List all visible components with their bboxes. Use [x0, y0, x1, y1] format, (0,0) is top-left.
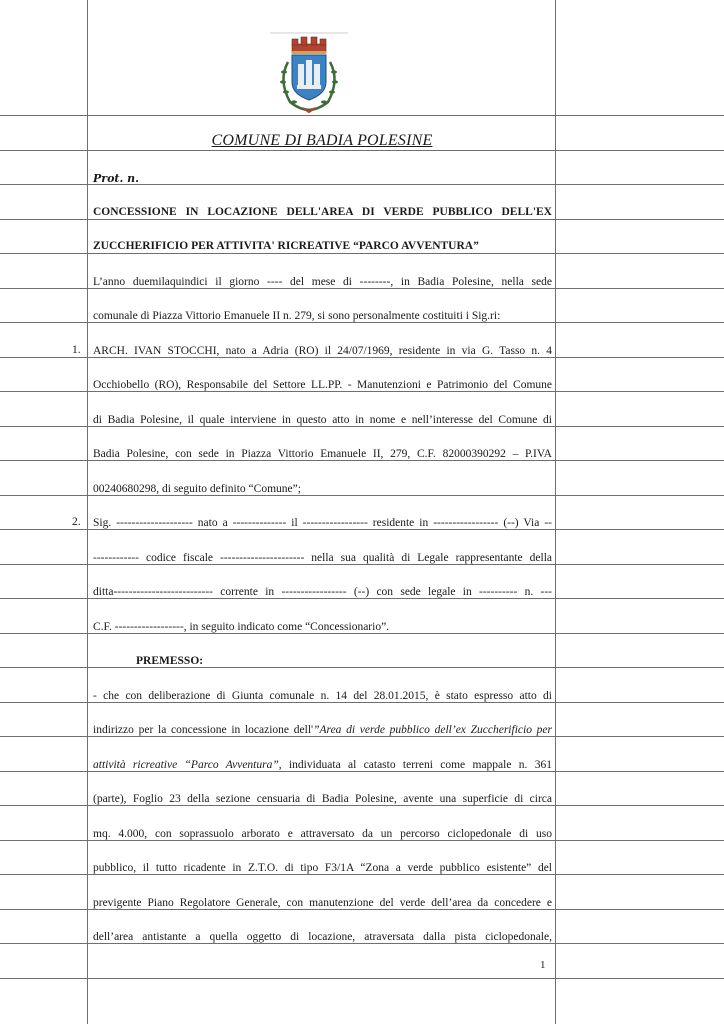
body-text-line: ------------ codice fiscale ---------------------- nella sua qualità di Legale rappresentante della [93, 552, 552, 564]
document-heading-line: CONCESSIONE IN LOCAZIONE DELL'AREA DI VERDE PUBBLICO DELL'EX [93, 206, 552, 218]
text-segment: , individuata al catasto terreni come mappale n. 361 [278, 759, 552, 771]
ruled-line [0, 978, 724, 979]
ruled-line [0, 253, 724, 254]
right-margin-rule [555, 0, 556, 1024]
body-text-line: ditta-------------------------- corrente in ----------------- (--) con sede legale in ---------- n. --- [93, 586, 552, 598]
italic-text-segment: attività ricreative “Parco Avventura” [93, 759, 279, 771]
body-text-line: di Badia Polesine, il quale interviene in questo atto in nome e nell’interesse del Comune di [93, 414, 552, 426]
body-text-line: (parte), Foglio 23 della sezione censuaria di Badia Polesine, avente una superficie di circa [93, 793, 552, 805]
protocol-number-label: Prot. n. [93, 172, 139, 185]
text-segment: indirizzo per la concessione in locazione dell' [93, 724, 314, 736]
ruled-line [0, 219, 724, 220]
body-text-line: previgente Piano Regolatore Generale, con manutenzione del verde dell’area da concedere e [93, 897, 552, 909]
body-text-line: Occhiobello (RO), Responsabile del Settore LL.PP. - Manutenzioni e Patrimonio del Comune [93, 379, 552, 391]
body-text-line: C.F. ------------------, in seguito indicato come “Concessionario”. [93, 621, 390, 633]
section-heading-premesso: PREMESSO: [136, 655, 204, 667]
body-text-line [93, 758, 552, 772]
coat-of-arms-emblem [270, 30, 350, 116]
ruled-line [0, 115, 724, 116]
list-number: 1. [72, 344, 81, 356]
body-text-line: mq. 4.000, con soprassuolo arborato e attraversato da un percorso ciclopedonale di uso [93, 828, 552, 840]
ruled-line [0, 150, 724, 151]
left-margin-rule [87, 0, 88, 1024]
ruled-line [0, 667, 724, 668]
body-text-line: 00240680298, di seguito definito “Comune”; [93, 483, 301, 495]
page-number: 1 [540, 959, 546, 971]
body-text-line [93, 723, 552, 737]
body-text-line: L’anno duemilaquindici il giorno ---- del mese di --------, in Badia Polesine, nella sede [93, 276, 552, 288]
body-text-line: Badia Polesine, con sede in Piazza Vittorio Emanuele II, 279, C.F. 82000390292 – P.IVA [93, 448, 552, 460]
list-number: 2. [72, 516, 81, 528]
body-text-line: ARCH. IVAN STOCCHI, nato a Adria (RO) il 24/07/1969, residente in via G. Tasso n. 4 [93, 345, 552, 357]
page-title: COMUNE DI BADIA POLESINE [211, 132, 433, 149]
body-text-line: pubblico, il tutto ricadente in Z.T.O. di tipo F3/1A “Zona a verde pubblico esistente” del [93, 862, 552, 874]
body-text-line: dell’area antistante a quella oggetto di locazione, atraversata dalla pista ciclopedonale, [93, 931, 552, 943]
body-text-line: Sig. -------------------- nato a -------------- il ----------------- residente in ----------------- (--) Via -- [93, 517, 552, 529]
italic-text-segment: ”Area di verde pubblico dell’ex Zuccherificio per [313, 724, 552, 736]
body-text-line: - che con deliberazione di Giunta comunale n. 14 del 28.01.2015, è stato espresso atto di [93, 690, 552, 702]
document-heading-line: ZUCCHERIFICIO PER ATTIVITA' RICREATIVE “PARCO AVVENTURA” [93, 240, 479, 252]
body-text-line: comunale di Piazza Vittorio Emanuele II n. 279, si sono personalmente costituiti i Sig.ri: [93, 310, 501, 322]
